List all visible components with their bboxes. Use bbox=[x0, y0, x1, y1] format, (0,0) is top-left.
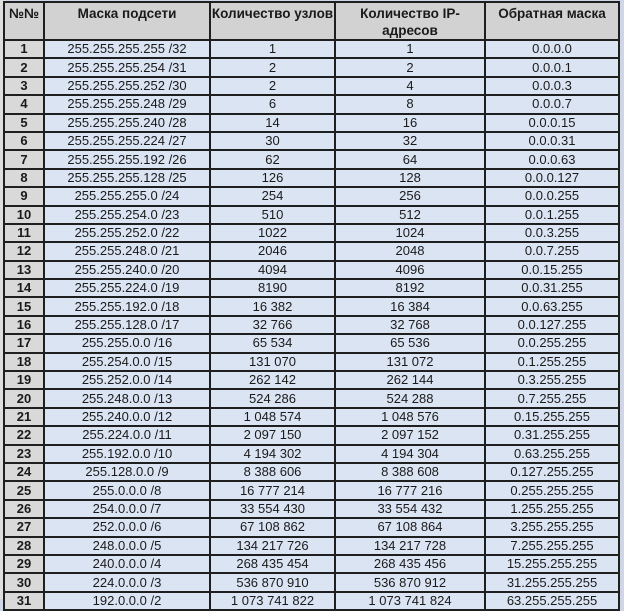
cell-subnet-mask: 255.255.255.128 /25 bbox=[44, 169, 210, 187]
table-row bbox=[4, 592, 619, 610]
cell-ip-count: 16 384 bbox=[335, 297, 485, 315]
cell-ip-count: 2048 bbox=[335, 242, 485, 260]
cell-wildcard-mask: 0.31.255.255 bbox=[485, 426, 619, 444]
cell-ip-count: 131 072 bbox=[335, 353, 485, 371]
cell-ip-count: 256 bbox=[335, 187, 485, 205]
table-row bbox=[4, 132, 619, 150]
cell-host-count: 1 048 574 bbox=[210, 408, 335, 426]
cell-wildcard-mask: 0.0.0.0 bbox=[485, 40, 619, 58]
cell-subnet-mask: 255.248.0.0 /13 bbox=[44, 389, 210, 407]
cell-ip-count: 2 097 152 bbox=[335, 426, 485, 444]
cell-row-number: 18 bbox=[4, 353, 44, 371]
table-row bbox=[4, 463, 619, 481]
table-row bbox=[4, 279, 619, 297]
cell-row-number: 24 bbox=[4, 463, 44, 481]
cell-wildcard-mask: 0.1.255.255 bbox=[485, 353, 619, 371]
cell-host-count: 2 bbox=[210, 58, 335, 76]
cell-row-number: 4 bbox=[4, 95, 44, 113]
cell-row-number: 26 bbox=[4, 500, 44, 518]
cell-row-number: 12 bbox=[4, 242, 44, 260]
table-row bbox=[4, 316, 619, 334]
cell-subnet-mask: 255.255.254.0 /23 bbox=[44, 206, 210, 224]
cell-wildcard-mask: 63.255.255.255 bbox=[485, 592, 619, 610]
cell-wildcard-mask: 0.0.255.255 bbox=[485, 334, 619, 352]
cell-wildcard-mask: 0.15.255.255 bbox=[485, 408, 619, 426]
cell-row-number: 31 bbox=[4, 592, 44, 610]
cell-host-count: 30 bbox=[210, 132, 335, 150]
cell-subnet-mask: 255.252.0.0 /14 bbox=[44, 371, 210, 389]
cell-wildcard-mask: 0.0.127.255 bbox=[485, 316, 619, 334]
cell-subnet-mask: 255.0.0.0 /8 bbox=[44, 481, 210, 499]
cell-row-number: 9 bbox=[4, 187, 44, 205]
column-header-number: №№ bbox=[4, 2, 44, 40]
cell-wildcard-mask: 31.255.255.255 bbox=[485, 573, 619, 591]
cell-host-count: 33 554 430 bbox=[210, 500, 335, 518]
cell-wildcard-mask: 0.127.255.255 bbox=[485, 463, 619, 481]
cell-subnet-mask: 255.240.0.0 /12 bbox=[44, 408, 210, 426]
cell-subnet-mask: 255.255.224.0 /19 bbox=[44, 279, 210, 297]
cell-host-count: 1022 bbox=[210, 224, 335, 242]
cell-ip-count: 16 777 216 bbox=[335, 481, 485, 499]
cell-row-number: 6 bbox=[4, 132, 44, 150]
cell-subnet-mask: 255.255.0.0 /16 bbox=[44, 334, 210, 352]
cell-host-count: 2 097 150 bbox=[210, 426, 335, 444]
table-row bbox=[4, 169, 619, 187]
cell-ip-count: 8 bbox=[335, 95, 485, 113]
table-row bbox=[4, 334, 619, 352]
cell-host-count: 131 070 bbox=[210, 353, 335, 371]
cell-ip-count: 33 554 432 bbox=[335, 500, 485, 518]
column-header-ip-count: Количество IP-адресов bbox=[335, 2, 485, 40]
table-row bbox=[4, 371, 619, 389]
table-row bbox=[4, 297, 619, 315]
cell-ip-count: 134 217 728 bbox=[335, 537, 485, 555]
table-row bbox=[4, 537, 619, 555]
cell-wildcard-mask: 0.0.0.15 bbox=[485, 114, 619, 132]
table-row bbox=[4, 206, 619, 224]
cell-row-number: 17 bbox=[4, 334, 44, 352]
cell-host-count: 2 bbox=[210, 77, 335, 95]
table-row bbox=[4, 353, 619, 371]
cell-ip-count: 32 bbox=[335, 132, 485, 150]
table-row bbox=[4, 150, 619, 168]
table-row bbox=[4, 408, 619, 426]
cell-row-number: 13 bbox=[4, 261, 44, 279]
cell-wildcard-mask: 0.3.255.255 bbox=[485, 371, 619, 389]
cell-ip-count: 128 bbox=[335, 169, 485, 187]
cell-host-count: 134 217 726 bbox=[210, 537, 335, 555]
cell-row-number: 3 bbox=[4, 77, 44, 95]
cell-subnet-mask: 240.0.0.0 /4 bbox=[44, 555, 210, 573]
cell-row-number: 8 bbox=[4, 169, 44, 187]
cell-host-count: 1 073 741 822 bbox=[210, 592, 335, 610]
column-header-wildcard-mask: Обратная маска bbox=[485, 2, 619, 40]
cell-host-count: 268 435 454 bbox=[210, 555, 335, 573]
cell-ip-count: 268 435 456 bbox=[335, 555, 485, 573]
cell-host-count: 8190 bbox=[210, 279, 335, 297]
cell-row-number: 30 bbox=[4, 573, 44, 591]
subnet-mask-table bbox=[3, 1, 620, 611]
cell-ip-count: 64 bbox=[335, 150, 485, 168]
cell-ip-count: 65 536 bbox=[335, 334, 485, 352]
column-header-subnet-mask: Маска подсети bbox=[44, 2, 210, 40]
cell-ip-count: 1024 bbox=[335, 224, 485, 242]
cell-host-count: 62 bbox=[210, 150, 335, 168]
cell-subnet-mask: 255.255.255.224 /27 bbox=[44, 132, 210, 150]
cell-ip-count: 524 288 bbox=[335, 389, 485, 407]
table-row bbox=[4, 242, 619, 260]
cell-wildcard-mask: 0.0.1.255 bbox=[485, 206, 619, 224]
table-header-row bbox=[4, 2, 619, 40]
cell-row-number: 7 bbox=[4, 150, 44, 168]
cell-wildcard-mask: 1.255.255.255 bbox=[485, 500, 619, 518]
cell-wildcard-mask: 0.0.0.31 bbox=[485, 132, 619, 150]
cell-ip-count: 16 bbox=[335, 114, 485, 132]
cell-host-count: 510 bbox=[210, 206, 335, 224]
cell-subnet-mask: 255.255.255.0 /24 bbox=[44, 187, 210, 205]
column-header-host-count: Количество узлов bbox=[210, 2, 335, 40]
cell-wildcard-mask: 0.0.0.63 bbox=[485, 150, 619, 168]
cell-wildcard-mask: 0.0.63.255 bbox=[485, 297, 619, 315]
cell-subnet-mask: 255.255.255.240 /28 bbox=[44, 114, 210, 132]
cell-wildcard-mask: 0.0.7.255 bbox=[485, 242, 619, 260]
cell-host-count: 14 bbox=[210, 114, 335, 132]
cell-ip-count: 2 bbox=[335, 58, 485, 76]
cell-wildcard-mask: 0.0.0.7 bbox=[485, 95, 619, 113]
cell-row-number: 1 bbox=[4, 40, 44, 58]
cell-subnet-mask: 255.255.255.254 /31 bbox=[44, 58, 210, 76]
cell-wildcard-mask: 0.63.255.255 bbox=[485, 445, 619, 463]
cell-host-count: 524 286 bbox=[210, 389, 335, 407]
cell-ip-count: 4096 bbox=[335, 261, 485, 279]
cell-row-number: 2 bbox=[4, 58, 44, 76]
cell-ip-count: 512 bbox=[335, 206, 485, 224]
cell-row-number: 25 bbox=[4, 481, 44, 499]
cell-subnet-mask: 255.254.0.0 /15 bbox=[44, 353, 210, 371]
cell-subnet-mask: 255.255.255.248 /29 bbox=[44, 95, 210, 113]
cell-row-number: 29 bbox=[4, 555, 44, 573]
table-row bbox=[4, 389, 619, 407]
table-row bbox=[4, 555, 619, 573]
cell-wildcard-mask: 7.255.255.255 bbox=[485, 537, 619, 555]
cell-subnet-mask: 255.192.0.0 /10 bbox=[44, 445, 210, 463]
cell-subnet-mask: 255.255.255.255 /32 bbox=[44, 40, 210, 58]
table-row bbox=[4, 95, 619, 113]
cell-wildcard-mask: 0.0.15.255 bbox=[485, 261, 619, 279]
table-row bbox=[4, 518, 619, 536]
table-row bbox=[4, 261, 619, 279]
cell-ip-count: 32 768 bbox=[335, 316, 485, 334]
table-row bbox=[4, 187, 619, 205]
cell-subnet-mask: 254.0.0.0 /7 bbox=[44, 500, 210, 518]
cell-host-count: 6 bbox=[210, 95, 335, 113]
cell-ip-count: 1 048 576 bbox=[335, 408, 485, 426]
cell-host-count: 65 534 bbox=[210, 334, 335, 352]
cell-host-count: 126 bbox=[210, 169, 335, 187]
cell-row-number: 23 bbox=[4, 445, 44, 463]
cell-ip-count: 8192 bbox=[335, 279, 485, 297]
cell-subnet-mask: 255.255.240.0 /20 bbox=[44, 261, 210, 279]
cell-ip-count: 1 073 741 824 bbox=[335, 592, 485, 610]
cell-row-number: 5 bbox=[4, 114, 44, 132]
table-row bbox=[4, 58, 619, 76]
cell-subnet-mask: 255.128.0.0 /9 bbox=[44, 463, 210, 481]
cell-wildcard-mask: 0.7.255.255 bbox=[485, 389, 619, 407]
cell-host-count: 4094 bbox=[210, 261, 335, 279]
cell-ip-count: 262 144 bbox=[335, 371, 485, 389]
cell-host-count: 4 194 302 bbox=[210, 445, 335, 463]
cell-ip-count: 4 194 304 bbox=[335, 445, 485, 463]
cell-wildcard-mask: 3.255.255.255 bbox=[485, 518, 619, 536]
cell-wildcard-mask: 15.255.255.255 bbox=[485, 555, 619, 573]
cell-wildcard-mask: 0.0.3.255 bbox=[485, 224, 619, 242]
cell-row-number: 27 bbox=[4, 518, 44, 536]
cell-row-number: 16 bbox=[4, 316, 44, 334]
cell-row-number: 21 bbox=[4, 408, 44, 426]
cell-host-count: 8 388 606 bbox=[210, 463, 335, 481]
table-row bbox=[4, 573, 619, 591]
cell-row-number: 19 bbox=[4, 371, 44, 389]
cell-host-count: 2046 bbox=[210, 242, 335, 260]
cell-subnet-mask: 192.0.0.0 /2 bbox=[44, 592, 210, 610]
cell-wildcard-mask: 0.0.0.1 bbox=[485, 58, 619, 76]
table-row bbox=[4, 500, 619, 518]
cell-wildcard-mask: 0.0.0.3 bbox=[485, 77, 619, 95]
cell-subnet-mask: 248.0.0.0 /5 bbox=[44, 537, 210, 555]
table-row bbox=[4, 114, 619, 132]
cell-host-count: 262 142 bbox=[210, 371, 335, 389]
cell-row-number: 10 bbox=[4, 206, 44, 224]
cell-host-count: 536 870 910 bbox=[210, 573, 335, 591]
table-row bbox=[4, 481, 619, 499]
cell-subnet-mask: 224.0.0.0 /3 bbox=[44, 573, 210, 591]
table-row bbox=[4, 40, 619, 58]
cell-host-count: 1 bbox=[210, 40, 335, 58]
cell-subnet-mask: 255.255.192.0 /18 bbox=[44, 297, 210, 315]
cell-ip-count: 4 bbox=[335, 77, 485, 95]
cell-ip-count: 8 388 608 bbox=[335, 463, 485, 481]
cell-subnet-mask: 255.255.128.0 /17 bbox=[44, 316, 210, 334]
cell-row-number: 28 bbox=[4, 537, 44, 555]
cell-subnet-mask: 255.255.255.252 /30 bbox=[44, 77, 210, 95]
cell-wildcard-mask: 0.0.0.127 bbox=[485, 169, 619, 187]
cell-wildcard-mask: 0.0.31.255 bbox=[485, 279, 619, 297]
cell-row-number: 14 bbox=[4, 279, 44, 297]
cell-subnet-mask: 255.224.0.0 /11 bbox=[44, 426, 210, 444]
cell-ip-count: 67 108 864 bbox=[335, 518, 485, 536]
cell-ip-count: 1 bbox=[335, 40, 485, 58]
cell-row-number: 22 bbox=[4, 426, 44, 444]
cell-wildcard-mask: 0.255.255.255 bbox=[485, 481, 619, 499]
cell-subnet-mask: 252.0.0.0 /6 bbox=[44, 518, 210, 536]
cell-host-count: 254 bbox=[210, 187, 335, 205]
table-row bbox=[4, 426, 619, 444]
cell-host-count: 32 766 bbox=[210, 316, 335, 334]
cell-wildcard-mask: 0.0.0.255 bbox=[485, 187, 619, 205]
cell-host-count: 16 777 214 bbox=[210, 481, 335, 499]
cell-row-number: 15 bbox=[4, 297, 44, 315]
table-row bbox=[4, 224, 619, 242]
table-row bbox=[4, 445, 619, 463]
cell-host-count: 67 108 862 bbox=[210, 518, 335, 536]
cell-ip-count: 536 870 912 bbox=[335, 573, 485, 591]
cell-subnet-mask: 255.255.248.0 /21 bbox=[44, 242, 210, 260]
table-body bbox=[4, 40, 619, 610]
cell-subnet-mask: 255.255.252.0 /22 bbox=[44, 224, 210, 242]
cell-row-number: 20 bbox=[4, 389, 44, 407]
table-row bbox=[4, 77, 619, 95]
cell-subnet-mask: 255.255.255.192 /26 bbox=[44, 150, 210, 168]
cell-row-number: 11 bbox=[4, 224, 44, 242]
cell-host-count: 16 382 bbox=[210, 297, 335, 315]
